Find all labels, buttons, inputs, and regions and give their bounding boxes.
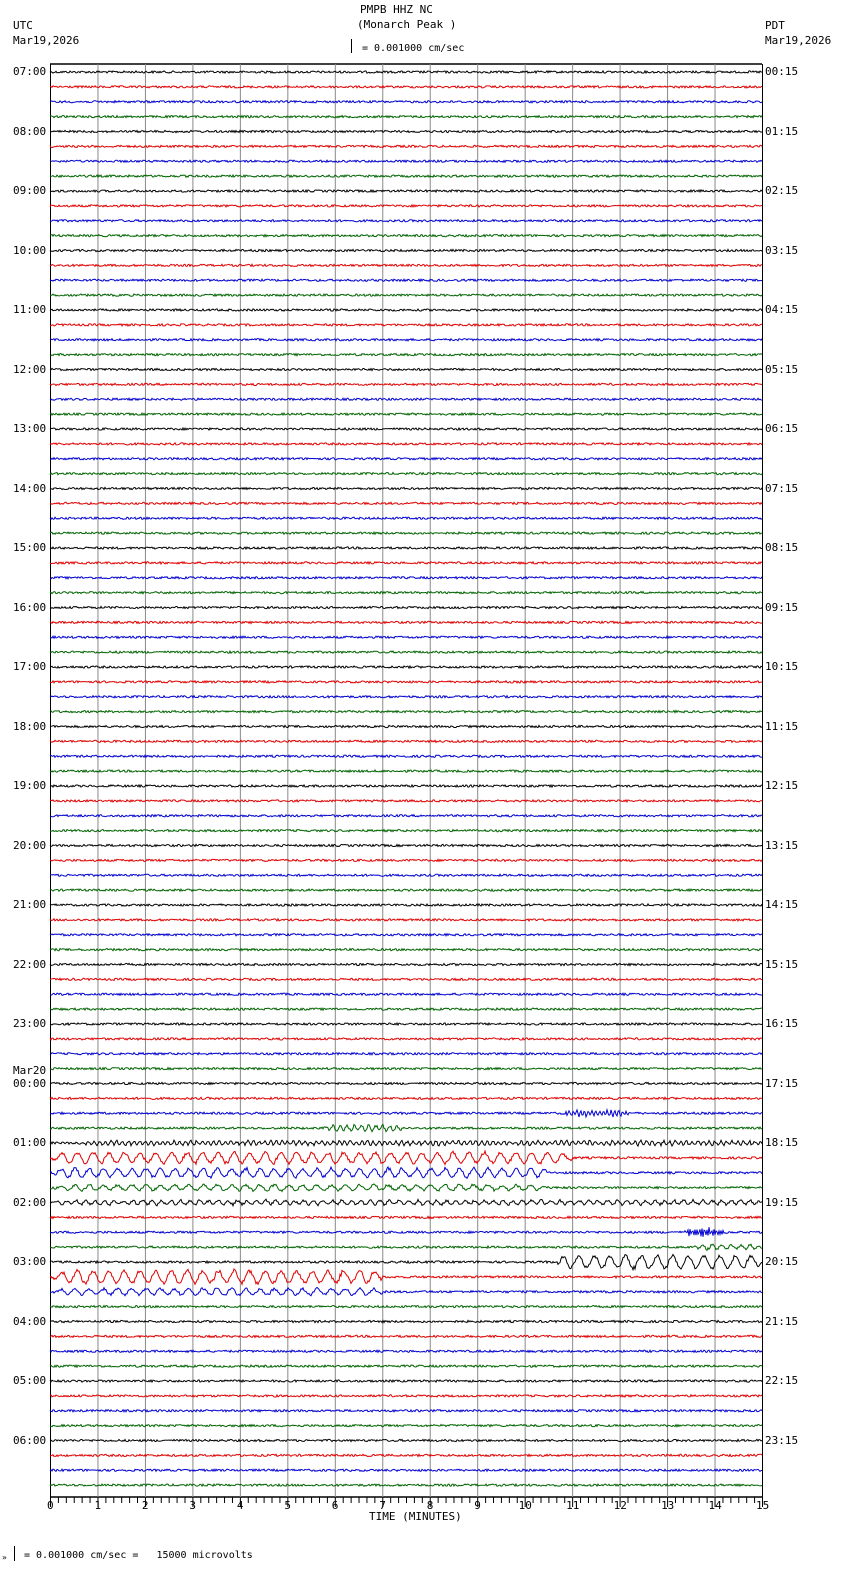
seismic-trace [50,220,762,222]
footer-mark: » [2,1553,7,1562]
seismic-trace [50,874,762,876]
seismic-trace [50,904,762,906]
seismic-trace [50,1184,762,1192]
seismic-trace [50,368,762,370]
seismic-trace [50,963,762,965]
pdt-hour-label: 18:15 [765,1136,799,1149]
seismic-trace [50,532,762,534]
seismic-trace [50,1288,762,1296]
right-timezone: PDT [765,19,785,32]
utc-hour-label: 20:00 [13,838,47,852]
seismic-trace [50,1068,762,1070]
x-tick-label: 15 [756,1499,770,1512]
x-tick-label: 13 [661,1499,675,1512]
seismic-trace [50,1216,762,1218]
x-axis-label: TIME (MINUTES) [369,1510,462,1523]
x-tick-label: 12 [613,1499,627,1512]
seismic-trace [50,1110,762,1117]
right-date: Mar19,2026 [765,34,832,47]
seismic-trace [50,502,762,504]
utc-hour-label: 09:00 [13,184,47,197]
seismic-trace [50,1255,762,1270]
seismic-trace [50,1320,762,1322]
seismic-trace [50,681,762,683]
pdt-hour-label: 00:15 [765,65,799,78]
x-tick-label: 2 [141,1499,149,1512]
date-change-label: Mar20 [13,1063,47,1077]
utc-hour-label: 03:00 [13,1255,47,1268]
seismic-trace [50,1244,762,1250]
seismic-trace [50,651,762,653]
seismic-trace [50,101,762,103]
seismic-trace [50,339,762,341]
seismic-trace [50,1395,762,1397]
utc-hour-label: 17:00 [13,660,47,673]
seismic-trace [50,770,762,772]
seismic-trace [50,577,762,579]
pdt-hour-label: 20:15 [765,1255,799,1268]
utc-hour-label: 02:00 [13,1195,47,1209]
utc-hour-label: 06:00 [13,1433,47,1447]
seismic-trace [50,978,762,980]
footer-scale-text: = 0.001000 cm/sec = 15000 microvolts [24,1550,253,1561]
utc-hour-label: 10:00 [13,243,47,257]
seismic-trace [50,844,762,846]
pdt-hour-label: 03:15 [765,243,799,257]
seismic-trace [50,1008,762,1010]
seismic-trace [50,621,762,623]
scale-text: = 0.001000 cm/sec [362,43,465,54]
seismic-trace [50,458,762,460]
seismic-trace [50,443,762,445]
pdt-hour-label: 21:15 [765,1314,799,1328]
seismic-trace [50,1053,762,1055]
pdt-hour-label: 22:15 [765,1374,799,1387]
seismic-trace [50,235,762,237]
pdt-hour-label: 14:15 [765,898,799,911]
seismic-trace [50,428,762,430]
x-tick-label: 14 [708,1499,722,1512]
pdt-hour-label: 10:15 [765,660,799,673]
utc-hour-label: 14:00 [13,481,47,495]
seismic-trace [50,547,762,549]
pdt-hour-label: 05:15 [765,362,799,376]
utc-hour-label: 13:00 [13,422,47,435]
pdt-hour-label: 16:15 [765,1017,799,1030]
station-title: PMPB HHZ NC [360,3,433,16]
seismic-trace [50,830,762,832]
pdt-hour-label: 09:15 [765,600,799,614]
seismic-trace [50,1454,762,1456]
pdt-hour-label: 04:15 [765,303,799,316]
seismic-trace [50,1140,762,1146]
seismic-trace [50,1335,762,1337]
seismic-trace [50,294,762,296]
seismic-trace [50,755,762,757]
seismic-trace [50,592,762,594]
seismic-trace [50,1380,762,1382]
seismic-trace [50,1350,762,1352]
pdt-hour-label: 06:15 [765,422,799,435]
seismic-trace [50,517,762,519]
seismic-trace [50,1484,762,1486]
x-tick-label: 9 [474,1499,481,1512]
seismic-trace [50,71,762,73]
seismic-trace [50,116,762,118]
seismic-trace [50,86,762,88]
station-subtitle: (Monarch Peak ) [357,18,457,31]
x-tick-label: 10 [518,1499,532,1512]
seismic-trace [50,1167,762,1178]
seismic-trace [50,487,762,489]
seismic-trace [50,264,762,266]
seismic-trace [50,1082,762,1084]
utc-hour-label: 00:00 [13,1076,47,1090]
seismic-trace [50,919,762,921]
seismic-trace [50,1097,762,1099]
seismic-trace [50,562,762,564]
seismic-trace [50,934,762,936]
seismic-trace [50,130,762,132]
seismic-trace [50,1269,762,1284]
utc-hour-label: 15:00 [13,541,47,554]
seismic-trace [50,1125,762,1132]
seismic-trace [50,175,762,177]
pdt-hour-label: 12:15 [765,779,799,792]
seismic-trace [50,1199,762,1206]
x-tick-label: 0 [47,1499,54,1512]
pdt-hour-label: 02:15 [765,184,799,197]
seismic-trace [50,205,762,207]
seismic-trace [50,145,762,147]
x-tick-label: 7 [379,1499,386,1512]
seismic-trace [50,1306,762,1308]
x-tick-label: 8 [426,1499,434,1512]
seismic-trace [50,160,762,162]
pdt-hour-label: 11:15 [765,719,799,733]
utc-hour-label: 23:00 [13,1017,47,1030]
seismic-trace [50,666,762,668]
x-tick-label: 6 [331,1499,339,1512]
seismic-trace [50,473,762,475]
seismic-trace [50,354,762,356]
utc-hour-label: 07:00 [13,65,47,78]
seismic-trace [50,889,762,891]
seismic-trace [50,309,762,311]
seismic-trace [50,1469,762,1471]
seismic-trace [50,190,762,192]
utc-hour-label: 04:00 [13,1314,47,1328]
pdt-hour-label: 15:15 [765,957,799,971]
pdt-hour-label: 07:15 [765,481,799,495]
utc-hour-label: 16:00 [13,600,47,614]
seismic-trace [50,636,762,638]
utc-hour-label: 12:00 [13,362,47,376]
seismic-trace [50,1023,762,1025]
seismic-trace [50,696,762,698]
x-tick-label: 4 [236,1499,244,1512]
seismic-trace [50,413,762,415]
pdt-hour-label: 01:15 [765,124,799,138]
pdt-hour-label: 17:15 [765,1076,799,1090]
seismic-trace [50,815,762,817]
seismic-trace [50,1151,762,1165]
utc-hour-label: 11:00 [13,303,47,316]
utc-hour-label: 08:00 [13,124,47,138]
x-tick-label: 5 [284,1499,291,1512]
seismic-trace [50,249,762,251]
utc-hour-label: 22:00 [13,957,47,971]
seismic-trace [50,398,762,400]
seismic-trace [50,1227,762,1237]
pdt-hour-label: 08:15 [765,541,799,554]
seismic-trace [50,859,762,861]
seismic-trace [50,725,762,727]
left-date: Mar19,2026 [13,34,80,47]
utc-hour-label: 05:00 [13,1374,47,1387]
seismic-trace [50,785,762,787]
seismic-trace [50,800,762,802]
left-timezone: UTC [13,19,33,32]
seismic-trace [50,949,762,951]
seismic-trace [50,1365,762,1367]
seismic-trace [50,383,762,385]
seismic-trace [50,1038,762,1040]
utc-hour-label: 18:00 [13,719,47,733]
utc-hour-label: 19:00 [13,779,47,792]
seismic-trace [50,740,762,742]
seismic-trace [50,606,762,608]
footer-scale-bar-icon [14,1546,15,1561]
utc-hour-label: 01:00 [13,1136,47,1149]
utc-hour-label: 21:00 [13,898,47,911]
pdt-hour-label: 13:15 [765,838,799,852]
x-tick-label: 3 [189,1499,197,1512]
seismic-trace [50,1410,762,1412]
pdt-hour-label: 19:15 [765,1195,799,1209]
seismic-trace [50,1439,762,1441]
seismic-trace [50,1425,762,1427]
seismic-trace [50,993,762,995]
seismic-trace [50,711,762,713]
x-tick-label: 1 [94,1499,102,1512]
pdt-hour-label: 23:15 [765,1433,799,1447]
x-tick-label: 11 [566,1499,580,1512]
seismic-trace [50,324,762,326]
seismic-trace [50,279,762,281]
